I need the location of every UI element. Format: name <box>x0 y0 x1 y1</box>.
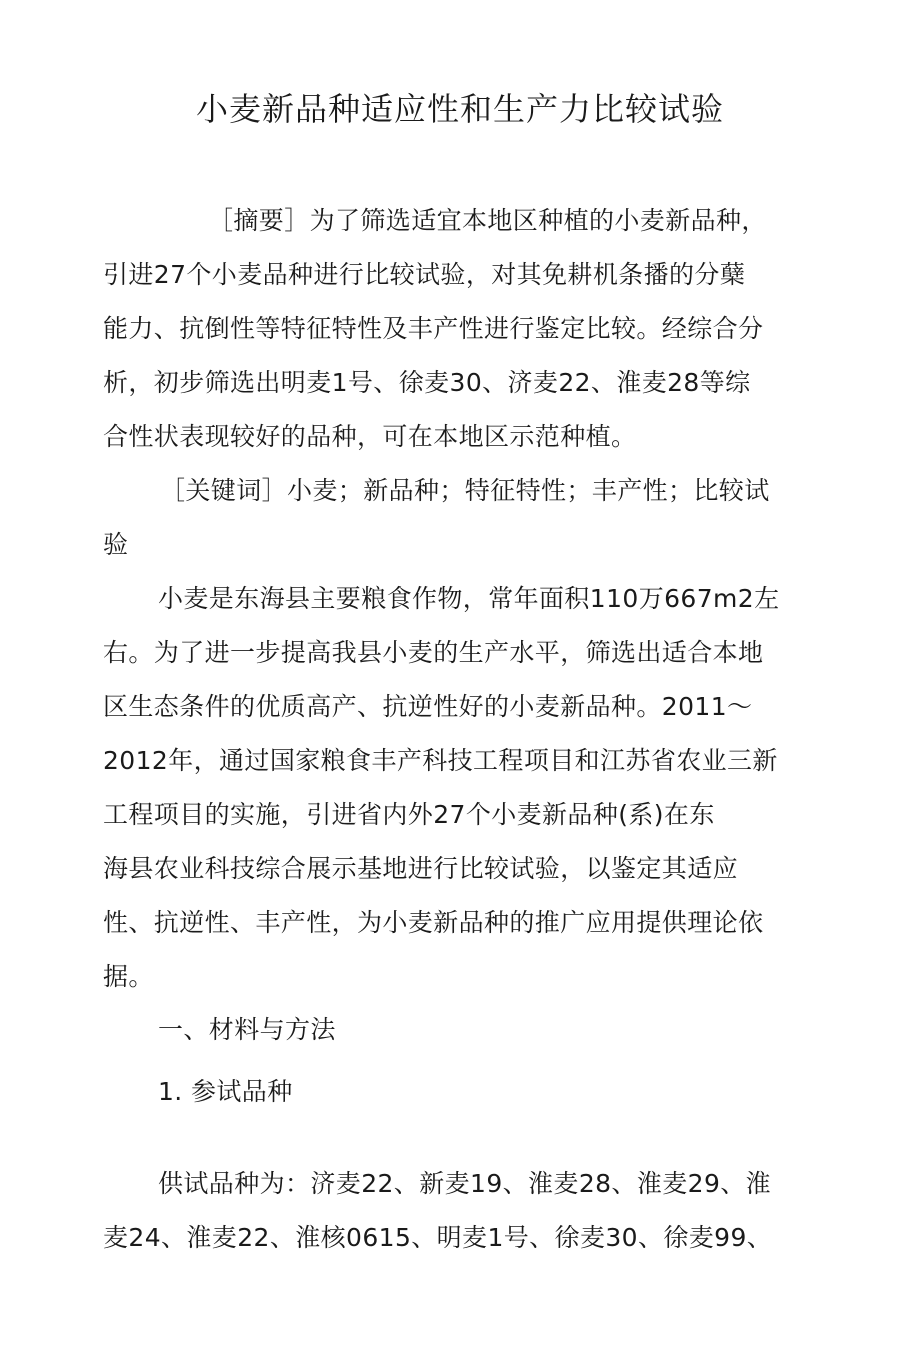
intro-line: 据。 <box>103 962 154 991</box>
abstract-line: 能力、抗倒性等特征特性及丰产性进行鉴定比较。经综合分 <box>103 314 764 343</box>
keywords-line: ［关键词］小麦；新品种；特征特性；丰产性；比较试 <box>160 476 770 505</box>
keywords-line: 验 <box>103 530 129 559</box>
abstract-line: 引进27个小麦品种进行比较试验，对其免耕机条播的分蘖 <box>103 260 746 289</box>
varieties-line: 供试品种为：济麦22、新麦19、淮麦28、淮麦29、淮 <box>158 1169 772 1198</box>
intro-line: 海县农业科技综合展示基地进行比较试验，以鉴定其适应 <box>103 854 739 883</box>
section-heading: 一、材料与方法 <box>158 1015 336 1044</box>
intro-line: 2012年，通过国家粮食丰产科技工程项目和江苏省农业三新 <box>103 746 778 775</box>
subsection-heading: 1. 参试品种 <box>158 1077 293 1106</box>
document-title: 小麦新品种适应性和生产力比较试验 <box>195 90 724 128</box>
abstract-line: ［摘要］为了筛选适宜本地区种植的小麦新品种， <box>208 206 767 235</box>
intro-line: 工程项目的实施，引进省内外27个小麦新品种(系)在东 <box>103 800 715 829</box>
intro-line: 区生态条件的优质高产、抗逆性好的小麦新品种。2011～ <box>103 692 753 721</box>
abstract-line: 析，初步筛选出明麦1号、徐麦30、济麦22、淮麦28等综 <box>103 368 751 397</box>
intro-line: 性、抗逆性、丰产性，为小麦新品种的推广应用提供理论依 <box>103 908 764 937</box>
intro-line: 右。为了进一步提高我县小麦的生产水平，筛选出适合本地 <box>103 638 764 667</box>
varieties-line: 麦24、淮麦22、淮核0615、明麦1号、徐麦30、徐麦99、 <box>103 1223 773 1252</box>
intro-line: 小麦是东海县主要粮食作物，常年面积110万667m2左 <box>158 584 780 613</box>
abstract-line: 合性状表现较好的品种，可在本地区示范种植。 <box>103 422 637 451</box>
